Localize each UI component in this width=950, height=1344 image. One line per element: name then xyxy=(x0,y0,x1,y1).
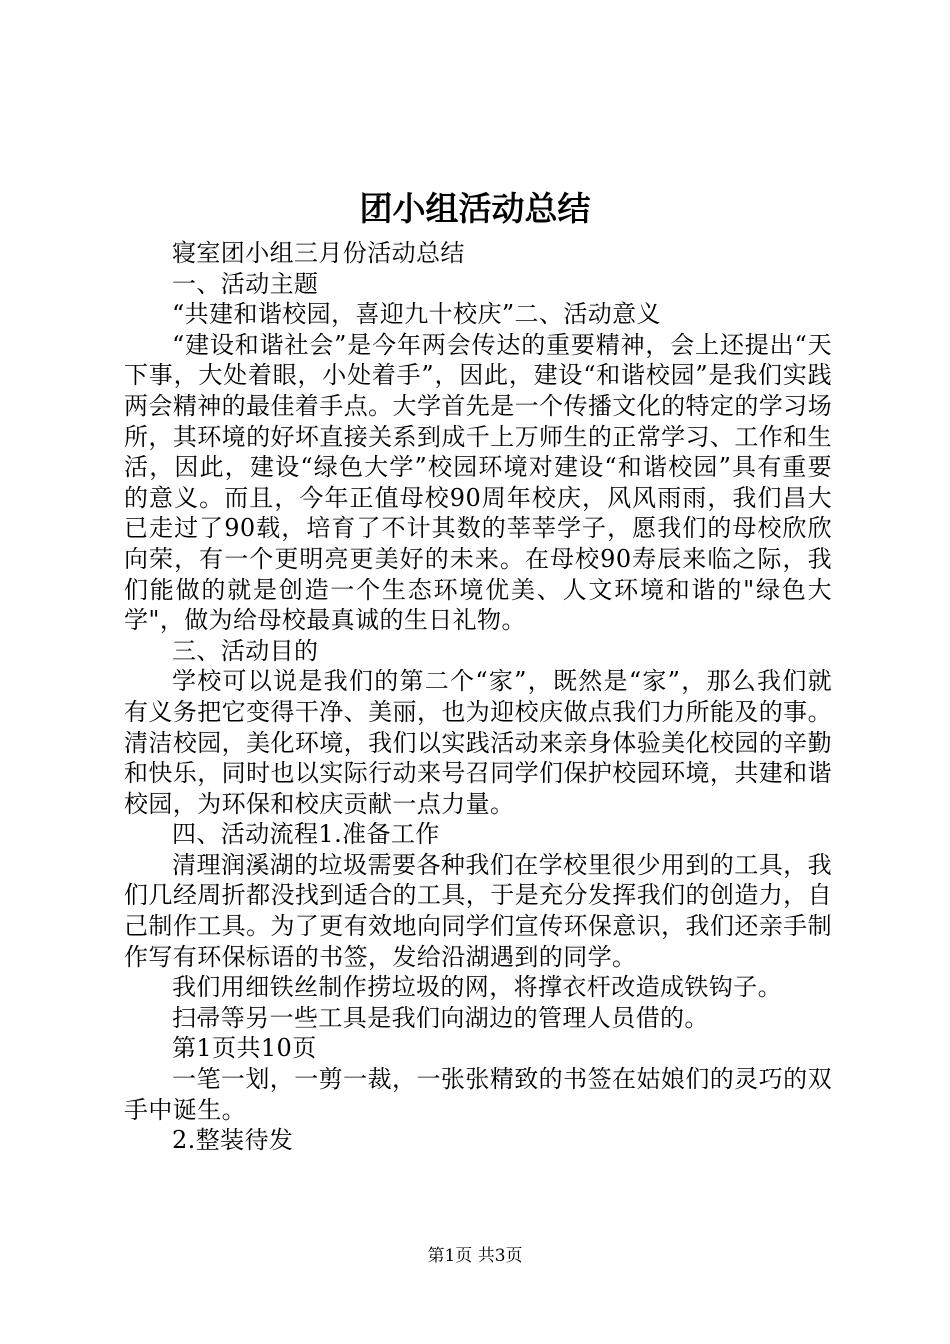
paragraph-inline-page-number: 第1页共10页 xyxy=(172,1034,317,1063)
paragraph-ready: 2.整装待发 xyxy=(172,1126,294,1155)
paragraph-purpose: 学校可以说是我们的第二个“家”，既然是“家”，那么我们就有义务把它变得干净、美丽，也为迎校庆做点我们力所能及的事。清洁校园，美化环境，我们以实践活动来亲身体验美化校园的辛勤和快乐，同时也以实际行动来号召同学们保护校园环境，共建和谐校园，为环保和校庆贡献一点力量。 xyxy=(124,667,832,818)
paragraph-borrowed: 扫帚等另一些工具是我们向湖边的管理人员借的。 xyxy=(172,1003,709,1032)
paragraph-bookmarks: 一笔一划，一剪一裁，一张张精致的书签在姑娘们的灵巧的双手中诞生。 xyxy=(124,1065,832,1124)
paragraph-subtitle: 寝室团小组三月份活动总结 xyxy=(172,239,465,267)
document-title: 团小组活动总结 xyxy=(359,189,591,228)
paragraph-theme-slogan: “共建和谐校园，喜迎九十校庆”二、活动意义 xyxy=(172,300,661,329)
paragraph-significance: “建设和谐社会”是今年两会传达的重要精神，会上还提出“天下事，大处着眼，小处着手”，因此，建设“和谐校园”是我们实践两会精神的最佳着手点。大学首先是一个传播文化的特定的学习场所，其环境的好坏直接关系到成千上万师生的正常学习、工作和生活，因此，建设“绿色大学”校园环境对建设“和谐校园”具有重要的意义。而且，今年正值母校90周年校庆，风风雨雨，我们昌大已走过了90载，培育了不计其数的莘莘学子，愿我们的母校欣欣向荣，有一个更明亮更美好的未来。在母校90寿辰来临之际，我们能做的就是创造一个生态环境优美、人文环境和谐的"绿色大学"，做为给母校最真诚的生日礼物。 xyxy=(124,330,832,635)
paragraph-preparation: 清理润溪湖的垃圾需要各种我们在学校里很少用到的工具，我们几经周折都没找到适合的工具，于是充分发挥我们的创造力，自己制作工具。为了更有效地向同学们宣传环保意识，我们还亲手制作写有环保标语的书签，发给沿湖遇到的同学。 xyxy=(124,850,832,971)
paragraph-section-purpose: 三、活动目的 xyxy=(172,636,319,665)
paragraph-tools: 我们用细铁丝制作捞垃圾的网，将撑衣杆改造成铁钩子。 xyxy=(172,973,782,1002)
paragraph-section-theme: 一、活动主题 xyxy=(172,269,319,298)
paragraph-section-process: 四、活动流程1.准备工作 xyxy=(172,820,440,849)
page-footer: 第1页 共3页 xyxy=(427,1246,523,1266)
document-body xyxy=(124,238,832,1156)
